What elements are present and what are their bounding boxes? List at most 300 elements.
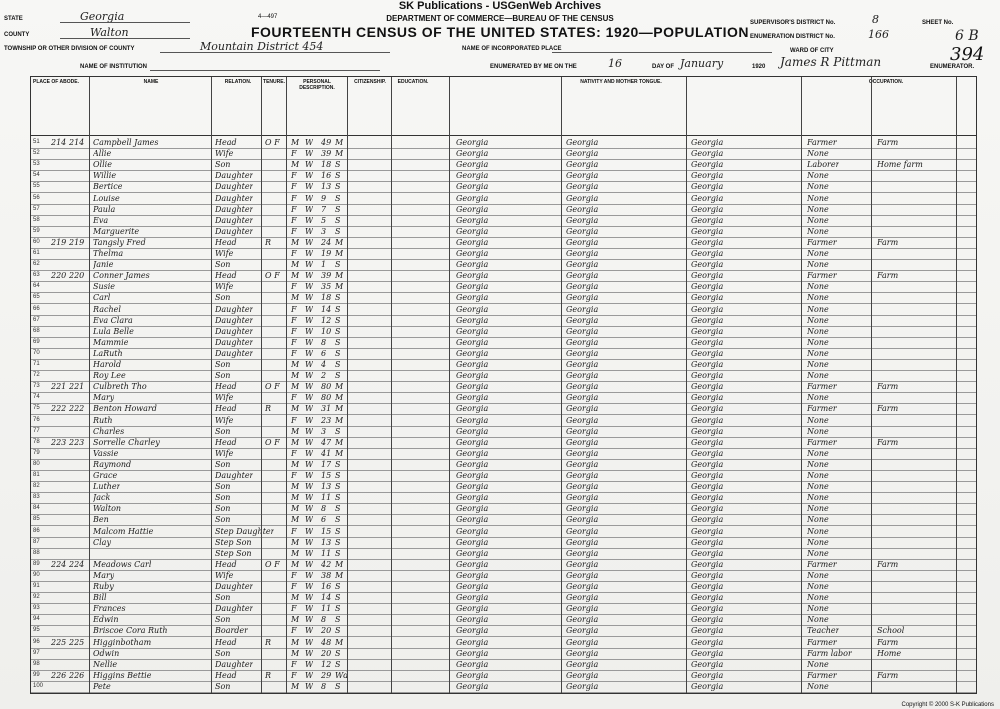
relation: Step Daughter	[215, 526, 275, 536]
sex: M	[291, 237, 300, 247]
sex: M	[291, 515, 300, 525]
marital-status: M	[335, 415, 344, 425]
relation: Head	[215, 670, 237, 680]
race: W	[305, 615, 314, 625]
sex: M	[291, 160, 300, 170]
occupation: None	[807, 326, 829, 336]
occupation: None	[807, 615, 829, 625]
industry: Home farm	[877, 160, 923, 170]
person-name: Nellie	[93, 659, 118, 669]
mother-birthplace: Georgia	[691, 282, 724, 292]
mother-birthplace: Georgia	[691, 426, 724, 436]
mother-birthplace: Georgia	[691, 493, 724, 503]
birthplace: Georgia	[456, 559, 489, 569]
year-value: 1920	[752, 64, 766, 70]
column-header-tenure: TENURE.	[263, 79, 285, 85]
father-birthplace: Georgia	[566, 659, 599, 669]
mother-birthplace: Georgia	[691, 559, 724, 569]
family-number: 223	[69, 437, 85, 447]
race: W	[305, 626, 314, 636]
marital-status: S	[335, 604, 341, 614]
race: W	[305, 382, 314, 392]
birthplace: Georgia	[456, 548, 489, 558]
occupation: None	[807, 226, 829, 236]
person-name: Allie	[93, 149, 112, 159]
birthplace: Georgia	[456, 171, 489, 181]
age: 14	[321, 593, 332, 603]
father-birthplace: Georgia	[566, 593, 599, 603]
age: 20	[321, 626, 332, 636]
occupation: None	[807, 182, 829, 192]
mother-birthplace: Georgia	[691, 448, 724, 458]
sex: F	[291, 471, 297, 480]
row-number: 91	[33, 583, 40, 589]
person-name: Malcom Hattie	[93, 526, 154, 536]
birthplace: Georgia	[456, 138, 489, 147]
row-number: 71	[33, 361, 40, 367]
person-name: Grace	[93, 471, 118, 480]
column-header-nativity: NATIVITY AND MOTHER TONGUE.	[580, 79, 662, 85]
relation: Boarder	[215, 626, 248, 636]
marital-status: S	[335, 659, 341, 669]
birthplace: Georgia	[456, 182, 489, 192]
age: 8	[321, 337, 327, 347]
birthplace: Georgia	[456, 493, 489, 503]
occupation: None	[807, 426, 829, 436]
row-number: 57	[33, 205, 40, 212]
occupation: None	[807, 360, 829, 369]
race: W	[305, 260, 314, 270]
age: 15	[321, 526, 332, 536]
occupation: Farmer	[807, 237, 837, 247]
father-birthplace: Georgia	[566, 615, 599, 625]
industry: Farm	[877, 559, 899, 569]
mother-birthplace: Georgia	[691, 315, 724, 325]
row-number: 59	[33, 227, 40, 234]
row-number: 98	[33, 660, 40, 667]
row-number: 92	[33, 594, 40, 601]
mother-birthplace: Georgia	[691, 260, 724, 270]
age: 15	[321, 471, 332, 480]
marital-status: S	[335, 582, 341, 591]
age: 7	[321, 204, 327, 214]
incorporated-rule	[552, 52, 772, 53]
race: W	[305, 582, 314, 591]
relation: Son	[215, 593, 231, 603]
age: 80	[321, 393, 332, 403]
sex: M	[291, 681, 300, 691]
sex: F	[291, 415, 297, 425]
enumerator-label: ENUMERATOR.	[930, 64, 975, 70]
mother-birthplace: Georgia	[691, 149, 724, 159]
relation: Son	[215, 681, 231, 691]
father-birthplace: Georgia	[566, 182, 599, 192]
row-number: 74	[33, 394, 40, 401]
father-birthplace: Georgia	[566, 404, 599, 414]
occupation: Farmer	[807, 382, 837, 392]
month-value: January	[680, 57, 724, 70]
occupation: None	[807, 604, 829, 614]
age: 8	[321, 681, 327, 691]
marital-status: S	[335, 504, 341, 514]
sex: M	[291, 559, 300, 569]
column-divider	[686, 77, 687, 693]
father-birthplace: Georgia	[566, 326, 599, 336]
person-name: Susie	[93, 282, 116, 292]
person-name: Ruby	[93, 582, 114, 591]
row-number: 58	[33, 216, 40, 223]
marital-status: M	[335, 404, 344, 414]
father-birthplace: Georgia	[566, 382, 599, 392]
person-name: Bertice	[93, 182, 123, 192]
birthplace: Georgia	[456, 382, 489, 392]
occupation: None	[807, 193, 829, 203]
row-number: 81	[33, 472, 40, 478]
occupation: None	[807, 415, 829, 425]
occupation: None	[807, 293, 829, 303]
father-birthplace: Georgia	[566, 448, 599, 458]
sex: F	[291, 226, 297, 236]
occupation: Laborer	[807, 160, 840, 170]
occupation: Farmer	[807, 670, 837, 680]
person-name: Ollie	[93, 160, 112, 170]
age: 4	[321, 360, 327, 369]
relation: Son	[215, 260, 231, 270]
father-birthplace: Georgia	[566, 348, 599, 358]
marital-status: M	[335, 559, 344, 569]
relation: Daughter	[215, 582, 254, 591]
age: 29	[321, 670, 332, 680]
row-number: 72	[33, 372, 40, 379]
sex: M	[291, 138, 300, 147]
marital-status: M	[335, 282, 344, 292]
relation: Daughter	[215, 337, 254, 347]
sex: F	[291, 626, 297, 636]
birthplace: Georgia	[456, 437, 489, 447]
father-birthplace: Georgia	[566, 149, 599, 159]
family-number: 214	[69, 138, 85, 147]
mother-birthplace: Georgia	[691, 171, 724, 181]
marital-status: S	[335, 337, 341, 347]
father-birthplace: Georgia	[566, 670, 599, 680]
father-birthplace: Georgia	[566, 459, 599, 469]
sex: M	[291, 593, 300, 603]
birthplace: Georgia	[456, 204, 489, 214]
marital-status: S	[335, 615, 341, 625]
row-number: 80	[33, 460, 40, 467]
census-title: FOURTEENTH CENSUS OF THE UNITED STATES: 1920—POPULATION	[250, 24, 750, 40]
occupation: None	[807, 482, 829, 492]
mother-birthplace: Georgia	[691, 182, 724, 192]
person-name: Harold	[93, 360, 122, 369]
person-name: Walton	[93, 504, 122, 514]
table-row	[31, 681, 976, 693]
relation: Head	[215, 559, 237, 569]
race: W	[305, 282, 314, 292]
mother-birthplace: Georgia	[691, 459, 724, 469]
race: W	[305, 171, 314, 181]
row-number: 60	[33, 238, 40, 245]
race: W	[305, 393, 314, 403]
supervisor-label: SUPERVISOR'S DISTRICT No.	[750, 20, 836, 26]
age: 48	[321, 637, 332, 647]
relation: Daughter	[215, 226, 254, 236]
marital-status: M	[335, 271, 344, 281]
birthplace: Georgia	[456, 237, 489, 247]
sex: M	[291, 504, 300, 514]
occupation: None	[807, 504, 829, 514]
mother-birthplace: Georgia	[691, 648, 724, 658]
race: W	[305, 448, 314, 458]
row-number: 84	[33, 505, 40, 512]
sex: F	[291, 149, 297, 159]
dwelling-number: 225	[51, 637, 67, 647]
county-rule	[60, 38, 190, 39]
person-name: Briscoe Cora Ruth	[93, 626, 168, 636]
person-name: Lula Belle	[93, 326, 134, 336]
column-divider	[261, 77, 262, 693]
mother-birthplace: Georgia	[691, 326, 724, 336]
row-number: 82	[33, 483, 40, 490]
person-name: Higginbotham	[93, 637, 152, 647]
mother-birthplace: Georgia	[691, 160, 724, 170]
race: W	[305, 593, 314, 603]
relation: Wife	[215, 282, 234, 292]
sex: M	[291, 426, 300, 436]
column-header-personal: PERSONAL DESCRIPTION.	[299, 79, 335, 91]
column-header-education: EDUCATION.	[397, 79, 429, 85]
father-birthplace: Georgia	[566, 249, 599, 258]
race: W	[305, 426, 314, 436]
marital-status: M	[335, 437, 344, 447]
archive-banner: SK Publications - USGenWeb Archives	[398, 0, 602, 12]
father-birthplace: Georgia	[566, 193, 599, 203]
race: W	[305, 160, 314, 170]
marital-status: M	[335, 570, 344, 580]
person-name: Carl	[93, 293, 111, 303]
sex: M	[291, 615, 300, 625]
row-number: 61	[33, 250, 40, 256]
father-birthplace: Georgia	[566, 637, 599, 647]
marital-status: M	[335, 448, 344, 458]
occupation: None	[807, 315, 829, 325]
row-number: 73	[33, 383, 40, 390]
row-number: 55	[33, 183, 40, 190]
race: W	[305, 360, 314, 369]
race: W	[305, 348, 314, 358]
birthplace: Georgia	[456, 582, 489, 591]
person-name: Edwin	[93, 615, 119, 625]
sex: F	[291, 393, 297, 403]
occupation: Farmer	[807, 637, 837, 647]
occupation: None	[807, 548, 829, 558]
age: 11	[321, 493, 332, 503]
marital-status: S	[335, 226, 341, 236]
marital-status: S	[335, 348, 341, 358]
age: 13	[321, 537, 332, 547]
person-name: Pete	[93, 681, 111, 691]
person-name: Culbreth Tho	[93, 382, 147, 392]
supervisor-value: 8	[872, 13, 879, 26]
column-header-name: NAME	[143, 79, 159, 85]
father-birthplace: Georgia	[566, 515, 599, 525]
tenure: O F	[265, 271, 280, 281]
tenure: R	[265, 670, 272, 680]
race: W	[305, 271, 314, 281]
marital-status: S	[335, 459, 341, 469]
birthplace: Georgia	[456, 459, 489, 469]
column-divider	[956, 77, 957, 693]
relation: Daughter	[215, 326, 254, 336]
family-number: 222	[69, 404, 85, 414]
marital-status: S	[335, 193, 341, 203]
relation: Head	[215, 437, 237, 447]
occupation: None	[807, 526, 829, 536]
occupation: None	[807, 149, 829, 159]
father-birthplace: Georgia	[566, 493, 599, 503]
marital-status: M	[335, 382, 344, 392]
relation: Wife	[215, 415, 234, 425]
father-birthplace: Georgia	[566, 482, 599, 492]
row-number: 99	[33, 671, 40, 678]
relation: Wife	[215, 448, 234, 458]
person-name: Frances	[93, 604, 126, 614]
birthplace: Georgia	[456, 393, 489, 403]
ward-label: WARD OF CITY	[790, 48, 834, 54]
occupation: None	[807, 304, 829, 314]
row-number: 90	[33, 571, 40, 578]
relation: Head	[215, 637, 237, 647]
mother-birthplace: Georgia	[691, 237, 724, 247]
marital-status: S	[335, 515, 341, 525]
marital-status: S	[335, 426, 341, 436]
marital-status: S	[335, 681, 341, 691]
race: W	[305, 437, 314, 447]
sex: M	[291, 260, 300, 270]
sheet-value: 6 B	[955, 28, 979, 44]
mother-birthplace: Georgia	[691, 226, 724, 236]
father-birthplace: Georgia	[566, 504, 599, 514]
birthplace: Georgia	[456, 526, 489, 536]
mother-birthplace: Georgia	[691, 626, 724, 636]
person-name: Rachel	[93, 304, 121, 314]
age: 3	[321, 426, 327, 436]
relation: Wife	[215, 570, 234, 580]
column-header-occupation: OCCUPATION.	[868, 79, 904, 85]
race: W	[305, 182, 314, 192]
marital-status: S	[335, 537, 341, 547]
tenure: O F	[265, 437, 280, 447]
family-number: 224	[69, 559, 85, 569]
age: 2	[321, 371, 327, 381]
row-number: 78	[33, 438, 40, 445]
race: W	[305, 326, 314, 336]
sex: M	[291, 271, 300, 281]
county-label: COUNTY	[4, 32, 30, 38]
father-birthplace: Georgia	[566, 681, 599, 691]
age: 3	[321, 226, 327, 236]
county-value: Walton	[90, 26, 129, 39]
mother-birthplace: Georgia	[691, 437, 724, 447]
department-heading: DEPARTMENT OF COMMERCE—BUREAU OF THE CENSUS	[386, 14, 614, 23]
birthplace: Georgia	[456, 160, 489, 170]
row-number: 75	[33, 405, 40, 412]
person-name: Paula	[93, 204, 116, 214]
page-stamp: 394	[950, 44, 985, 65]
marital-status: M	[335, 637, 344, 647]
row-number: 66	[33, 305, 40, 312]
form-reference: 4—497	[258, 14, 278, 20]
institution-label: NAME OF INSTITUTION	[80, 64, 147, 70]
father-birthplace: Georgia	[566, 471, 599, 480]
relation: Son	[215, 648, 231, 658]
relation: Son	[215, 371, 231, 381]
age: 17	[321, 459, 332, 469]
relation: Son	[215, 615, 231, 625]
occupation: None	[807, 249, 829, 258]
race: W	[305, 404, 314, 414]
mother-birthplace: Georgia	[691, 548, 724, 558]
dwelling-number: 223	[51, 437, 67, 447]
race: W	[305, 659, 314, 669]
sex: M	[291, 482, 300, 492]
occupation: None	[807, 282, 829, 292]
marital-status: S	[335, 548, 341, 558]
dwelling-number: 220	[51, 271, 67, 281]
father-birthplace: Georgia	[566, 282, 599, 292]
person-name: Meadows Carl	[93, 559, 152, 569]
sex: F	[291, 182, 297, 192]
marital-status: S	[335, 526, 341, 536]
row-number: 54	[33, 172, 40, 179]
mother-birthplace: Georgia	[691, 382, 724, 392]
relation: Daughter	[215, 304, 254, 314]
person-name: Sorrelle Charley	[93, 437, 160, 447]
person-name: Willie	[93, 171, 117, 181]
enumerated-day: 16	[608, 57, 622, 70]
enumerated-label: ENUMERATED BY ME ON THE	[490, 64, 577, 70]
birthplace: Georgia	[456, 326, 489, 336]
person-name: Bill	[93, 593, 107, 603]
occupation: Farmer	[807, 138, 837, 147]
father-birthplace: Georgia	[566, 393, 599, 403]
person-name: Clay	[93, 537, 111, 547]
relation: Son	[215, 493, 231, 503]
mother-birthplace: Georgia	[691, 271, 724, 281]
industry: Farm	[877, 271, 899, 281]
birthplace: Georgia	[456, 193, 489, 203]
marital-status: S	[335, 493, 341, 503]
birthplace: Georgia	[456, 337, 489, 347]
age: 1	[321, 260, 327, 270]
row-number: 97	[33, 649, 40, 656]
age: 80	[321, 382, 332, 392]
father-birthplace: Georgia	[566, 360, 599, 369]
occupation: None	[807, 260, 829, 270]
birthplace: Georgia	[456, 304, 489, 314]
row-number: 88	[33, 549, 40, 556]
incorporated-label: NAME OF INCORPORATED PLACE	[462, 46, 562, 52]
sex: F	[291, 604, 297, 614]
race: W	[305, 204, 314, 214]
marital-status: S	[335, 626, 341, 636]
row-number: 70	[33, 349, 40, 356]
family-number: 220	[69, 271, 85, 281]
row-number: 63	[33, 272, 40, 279]
column-divider	[449, 77, 450, 693]
mother-birthplace: Georgia	[691, 593, 724, 603]
industry: Farm	[877, 670, 899, 680]
